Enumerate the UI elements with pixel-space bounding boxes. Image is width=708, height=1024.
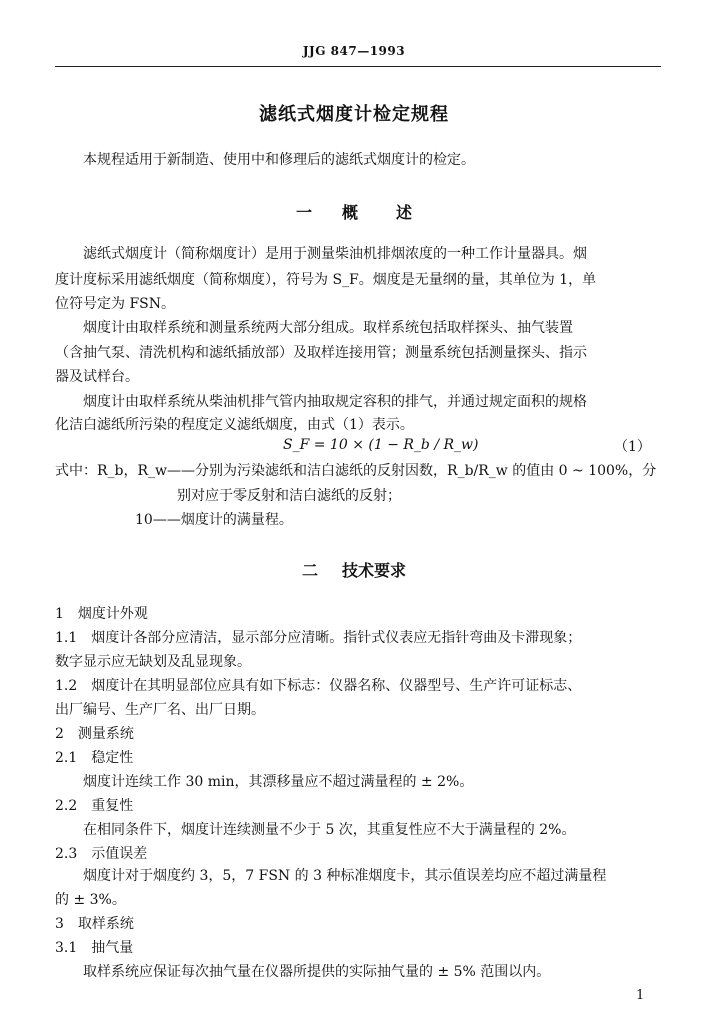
overview-p3-line2: 化洁白滤纸所污染的程度定义滤纸烟度，由式（1）表示。	[55, 417, 414, 433]
item-2-heading: 2 测量系统	[55, 726, 134, 742]
item-2-2-body: 在相同条件下，烟度计连续测量不少于 5 次，其重复性应不大于满量程的 2%。	[83, 822, 576, 838]
item-3-heading: 3 取样系统	[55, 916, 134, 932]
header-rule	[55, 66, 661, 67]
overview-p2-line1: 烟度计由取样系统和测量系统两大部分组成。取样系统包括取样探头、抽气装置	[83, 320, 573, 336]
item-2-2-heading: 2.2 重复性	[55, 798, 134, 814]
page-number: 1	[636, 988, 645, 1003]
section-1-number: 一	[295, 203, 312, 222]
item-1-heading: 1 烟度计外观	[55, 606, 148, 622]
formula-where-line3: 10——烟度计的满量程。	[135, 512, 293, 528]
formula-1: S_F = 10 × (1 − R_b / R_w)	[283, 437, 479, 453]
section-1-title-a: 概	[341, 203, 358, 222]
item-2-1-heading: 2.1 稳定性	[55, 750, 134, 766]
item-2-3-heading: 2.3 示值误差	[55, 846, 148, 862]
section-1-title-b: 述	[396, 203, 413, 222]
standard-code-header: JJG 847—1993	[302, 44, 406, 58]
item-1-2-line1: 1.2 烟度计在其明显部位应具有如下标志：仪器名称、仪器型号、生产许可证标志、	[55, 678, 582, 694]
formula-where-line2: 别对应于零反射和洁白滤纸的反射；	[177, 488, 401, 504]
overview-p1-line2: 度计度标采用滤纸烟度（简称烟度），符号为 S_F。烟度是无量纲的量，其单位为 1，单	[55, 272, 597, 288]
item-3-1-body: 取样系统应保证每次抽气量在仪器所提供的实际抽气量的 ± 5% 范围以内。	[83, 964, 551, 980]
formula-where-line1: 式中：R_b，R_w——分别为污染滤纸和洁白滤纸的反射因数，R_b/R_w 的值由 0 ~ 100%，分	[55, 463, 657, 479]
overview-p2-line3: 器及试样台。	[55, 369, 139, 385]
intro-paragraph: 本规程适用于新制造、使用中和修理后的滤纸式烟度计的检定。	[83, 152, 475, 168]
section-2-number: 二	[301, 561, 318, 580]
formula-1-number: （1）	[614, 439, 651, 455]
section-2-title: 技术要求	[342, 561, 407, 580]
item-3-1-heading: 3.1 抽气量	[55, 940, 134, 956]
overview-p3-line1: 烟度计由取样系统从柴油机排气管内抽取规定容积的排气，并通过规定面积的规格	[83, 394, 587, 410]
item-2-3-line1: 烟度计对于烟度约 3，5，7 FSN 的 3 种标准烟度卡，其示值误差均应不超过满量程	[83, 868, 607, 884]
item-1-1-line2: 数字显示应无缺划及乱显现象。	[55, 654, 251, 670]
section-1-heading	[0, 200, 708, 223]
item-2-1-body: 烟度计连续工作 30 min，其漂移量应不超过满量程的 ± 2%。	[83, 774, 474, 790]
overview-p1-line3: 位符号定为 FSN。	[55, 296, 176, 312]
overview-p2-line2: （含抽气泵、清洗机构和滤纸插放部）及取样连接用管；测量系统包括测量探头、指示	[55, 345, 587, 361]
item-2-3-line2: 的 ± 3%。	[55, 892, 126, 908]
overview-p1-line1: 滤纸式烟度计（简称烟度计）是用于测量柴油机排烟浓度的一种工作计量器具。烟	[83, 246, 587, 262]
item-1-2-line2: 出厂编号、生产厂名、出厂日期。	[55, 702, 265, 718]
section-2-heading	[0, 558, 708, 581]
page-title: 滤纸式烟度计检定规程	[259, 104, 449, 125]
item-1-1-line1: 1.1 烟度计各部分应清洁，显示部分应清晰。指针式仪表应无指针弯曲及卡滞现象；	[55, 630, 582, 646]
